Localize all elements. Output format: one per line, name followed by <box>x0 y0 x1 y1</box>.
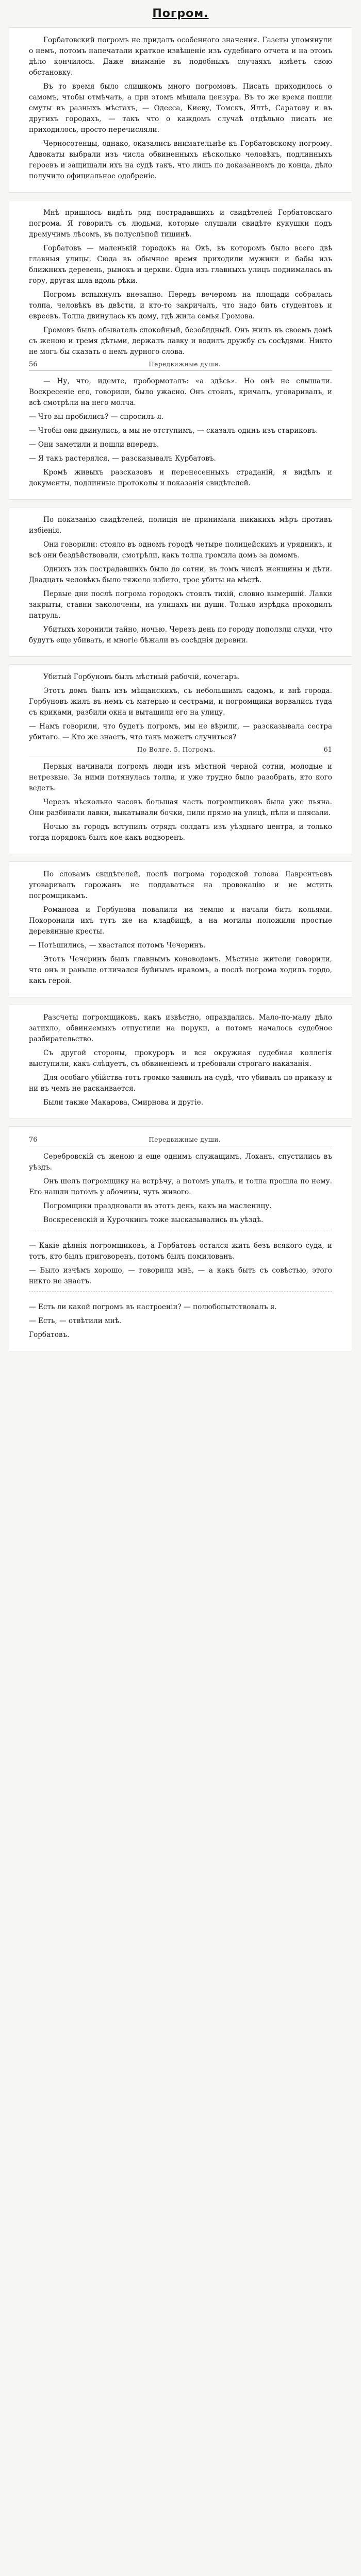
paragraph: Громовъ былъ обыватель спокойный, безобидный. Онъ жилъ въ своемъ домѣ съ женою и тремя дѣтьми, держалъ лавку и водилъ дружбу съ сосѣдями. Никто не могъ бы сказать о немъ дурного слова. <box>29 326 332 356</box>
paragraph: — Какiе дѣянiя погромщиковъ, а Горбатовъ остался жить безъ всякого суда, и тотъ, кто былъ приговоренъ, потомъ былъ помилованъ. <box>29 1242 332 1261</box>
paragraph: Серебровскiй съ женою и еще однимъ служащимъ, Лоханъ, спустились въ уѣздъ. <box>29 1153 332 1172</box>
paragraph: — Я такъ растерялся, — разсказывалъ Курбатовъ. <box>29 454 216 463</box>
paragraph: Въ то время было слишкомъ много погромовъ. Писать приходилось о самомъ, чтобы отмѣчать, а при этомъ мѣшала цензура. Въ то же время пошли смуты въ разныхъ мѣстахъ, — Одесса, Киеву, Томскъ, Ялтѣ, Саратову и въ другихъ городахъ, — такъ что о каждомъ случаѣ отдѣльно писать не приходилось, просто перечисляли. <box>29 82 332 134</box>
section-5 <box>9 861 352 997</box>
paragraph: Горбатовский погромъ не придалъ особенного значения. Газеты упомянули о немъ, потомъ напечатали краткое извѣщенiе изъ судебнаго отчета и на этомъ дѣло кончилось. Даже вниманiе въ подобныхъ случаяхъ имѣетъ свою обстановку. <box>29 36 332 77</box>
paragraph: Этотъ Чечеринъ былъ главнымъ коноводомъ. Мѣстные жители говорили, что онъ и раньше отличался буйнымъ нравомъ, а послѣ погрома ходилъ гордо, какъ герой. <box>29 955 332 985</box>
section-4 <box>9 664 352 854</box>
paragraph: — Есть ли какой погромъ въ настроенiи? — полюбопытствовалъ я. <box>29 1303 277 1311</box>
divider <box>29 1291 332 1297</box>
divider <box>29 1230 332 1235</box>
section-6 <box>9 1005 352 1119</box>
page-number: 56 <box>29 361 38 368</box>
paragraph: Горбатовъ. <box>29 1331 70 1339</box>
paragraph: Были также Макарова, Смирнова и другiе. <box>43 1098 204 1107</box>
paragraph: Кромѣ живыхъ разсказовъ и перенесенныхъ страданiй, я видѣлъ и документы, подлинные протоколы и показанiя свидѣтелей. <box>29 468 332 487</box>
running-head-label: Передвижные души. <box>149 1136 221 1143</box>
paragraph: Убитыхъ хоронили тайно, ночью. Черезъ день по городу поползли слухи, что будутъ еще убивать, и многiе бѣжали въ сосѣднiя деревни. <box>29 625 332 645</box>
running-head-label: По Волге. 5. Погромъ. <box>137 746 216 753</box>
paragraph: Для особаго убійства тотъ громко заявилъ на судѣ, что убивалъ по приказу и ни въ чемъ не раскаивается. <box>29 1074 332 1093</box>
running-head <box>29 746 332 756</box>
paragraph: Черносотенцы, однако, оказались внимательнѣе къ Горбатовскому погрому. Адвокаты выбрали изъ числа обвиненныхъ нѣсколько человѣкъ, подлинныхъ героевъ и защищали ихъ на судѣ такъ, что лишь по доказанномъ до конца, дѣло получило официальное одобренiе. <box>29 140 332 180</box>
paragraph: Онъ шелъ погромщику на встрѣчу, а потомъ упалъ, и толпа прошла по нему. Его нашли потомъ у обочины, чуть живого. <box>29 1177 332 1196</box>
document-title: Погром. <box>152 7 209 20</box>
paragraph: Погромъ вспыхнулъ внезапно. Передъ вечеромъ на площади собралась толпа, человѣкъ въ двѣсти, и кто-то закричалъ, что надо бить студентовъ и евреевъ. Толпа двинулась къ дому, гдѣ жила семья Громова. <box>29 291 332 320</box>
paragraph: — Ну, что, идемте, пробормоталъ: «а здѣсь». Но онѣ не слышали. Воскресенiе его, говорили, было ужасно. Онъ стоялъ, кричалъ, уговаривалъ, и всѣ смотрѣли на него молча. <box>29 377 332 407</box>
paragraph: Погромщики праздновали въ этотъ день, какъ на масленицу. <box>43 1202 272 1210</box>
paragraph: — Потѣшились, — хвастался потомъ Чечеринъ. <box>29 941 206 950</box>
running-head <box>29 1136 332 1146</box>
section-2 <box>9 200 352 500</box>
paragraph: — Что вы пробились? — спросилъ я. <box>29 413 164 421</box>
paragraph: По показанiю свидѣтелей, полиція не принимала никакихъ мѣръ противъ избiенiя. <box>29 516 332 535</box>
section-1 <box>9 27 352 193</box>
paragraph: Первые дни послѣ погрома городокъ стоялъ тихiй, словно вымершiй. Лавки закрыты, ставни заколочены, на улицахъ ни души. Только изрѣдка проходилъ патруль. <box>29 590 332 620</box>
paragraph: Горбатовъ — маленькiй городокъ на Окѣ, въ которомъ было всего двѣ главныя улицы. Сюда въ обычное время приходили мужики и бабы изъ ближнихъ деревень, рынокъ и церкви. Одна изъ главныхъ улицъ поднималась въ гору, другая шла вдоль рѣки. <box>29 244 332 285</box>
paragraph: По словамъ свидѣтелей, послѣ погрома городской голова Лаврентьевъ уговаривалъ горожанъ не поддаваться на провокацiю и не мстить погромщикамъ. <box>29 870 332 900</box>
paragraph: Первыя начинали погромъ люди изъ мѣстной черной сотни, молодые и нетрезвые. За ними потянулась толпа, и уже трудно было разобрать, кто кого ведетъ. <box>29 762 332 792</box>
page-number: 76 <box>29 1136 38 1144</box>
running-head <box>29 361 332 371</box>
paragraph: Они говорили: стояло въ одномъ городѣ четыре полицейскихъ и урядникъ, и всѣ они бездѣйствовали, смотрѣли, какъ толпа громила домъ за домомъ. <box>29 540 332 560</box>
paragraph: — Есть, — отвѣтили мнѣ. <box>29 1317 122 1325</box>
section-3 <box>9 507 352 657</box>
paragraph: Однихъ изъ пострадавшихъ было до сотни, въ томъ числѣ женщины и дѣти. Двадцать человѣкъ было тяжело избито, трое убиты на мѣстѣ. <box>29 565 332 584</box>
paragraph: Мнѣ пришлось видѣть ряд пострадавшихъ и свидѣтелей Горбатовскаго погрома. Я говорилъ съ людьми, которые слушали свидѣте кукушки подъ дремучимъ лѣсомъ, въ полуслѣпой тишинѣ. <box>29 209 332 239</box>
paragraph: — Чтобы они двинулись, а мы не отступимъ, — сказалъ одинъ изъ стариковъ. <box>29 427 318 435</box>
paragraph: Убитый Горбуновъ былъ мѣстный рабочiй, кочегаръ. <box>43 673 240 681</box>
paragraph: — Намъ говорили, что будетъ погромъ, мы не вѣрили, — разсказывала сестра убитаго. — Кто же знаетъ, что такъ можетъ случиться? <box>29 722 332 741</box>
section-7 <box>9 1126 352 1351</box>
paragraph: Воскресенскiй и Курочкинъ тоже высказывались въ уѣздѣ. <box>43 1216 264 1224</box>
paragraph: Разсчеты погромщиковъ, какъ извѣстно, оправдались. Мало-по-малу дѣло затихло, обвиняемыхъ отпустили на поруки, а потомъ началось судебное разбирательство. <box>29 1013 332 1043</box>
running-head-label: Передвижные души. <box>149 361 221 368</box>
paragraph: Ночью въ городъ вступилъ отрядъ солдатъ изъ уѣзднаго центра, и только тогда порядокъ былъ кое-какъ водворенъ. <box>29 823 332 842</box>
paragraph: Этотъ домъ былъ изъ мѣщанскихъ, съ небольшимъ садомъ, и внѣ города. Горбуновъ жилъ въ немъ съ матерью и сестрами, и погромщики ворвались туда съ криками, разбили окна и вытащили его на улицу. <box>29 687 332 717</box>
paragraph: Съ другой стороны, прокуроръ и вся окружная судебная коллегiя выступили, какъ слѣдуетъ, съ обвиненiемъ и требовали строгаго наказанiя. <box>29 1049 332 1068</box>
paragraph: — Они заметили и пошли впередъ. <box>29 440 159 449</box>
paragraph: Черезъ нѣсколько часовъ большая часть погромщиковъ была уже пьяна. Они разбивали лавки, выкатывали бочки, пили прямо на улицѣ, пѣли и плясали. <box>29 798 332 817</box>
page-number: 61 <box>323 746 332 754</box>
paragraph: — Было изчѣмъ хорошо, — говорили мнѣ, — а какъ быть съ совѣстью, этого никто не знаетъ. <box>29 1266 332 1285</box>
paragraph: Романова и Горбунова повалили на землю и начали бить кольями. Похоронили ихъ тутъ же на кладбищѣ, а на могилы положили простые деревянные кресты. <box>29 906 332 936</box>
